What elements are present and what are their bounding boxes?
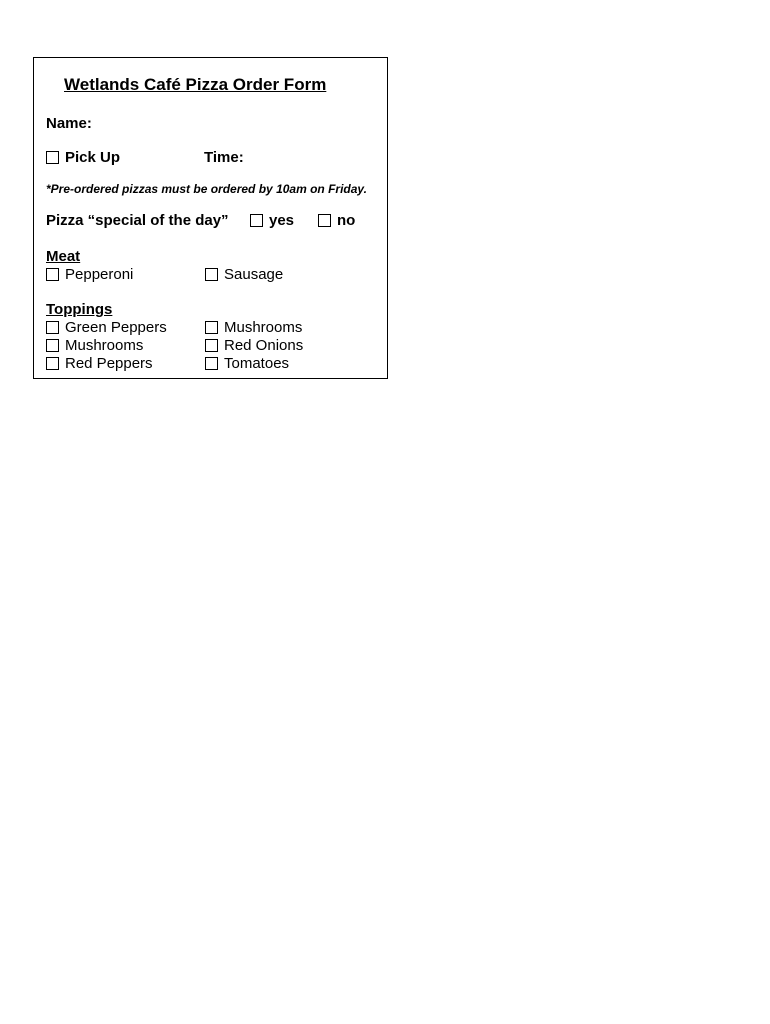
special-yes-option[interactable]	[250, 212, 294, 229]
special-label: Pizza “special of the day”	[46, 212, 229, 229]
option-label: Red Onions	[224, 337, 304, 354]
pizza-order-form	[33, 57, 388, 379]
special-yes-label: yes	[269, 212, 295, 229]
option-label: Mushrooms	[65, 337, 144, 354]
checkbox[interactable]	[205, 268, 218, 281]
option-label: Green Peppers	[65, 319, 167, 336]
topping-option-red-onions[interactable]	[205, 337, 303, 354]
meat-option-pepperoni[interactable]	[46, 266, 133, 283]
option-label: Mushrooms	[224, 319, 303, 336]
option-label: Red Peppers	[65, 355, 153, 372]
toppings-heading: Toppings	[46, 301, 113, 318]
special-no-checkbox[interactable]	[318, 214, 331, 227]
checkbox[interactable]	[46, 357, 59, 370]
option-label: Tomatoes	[224, 355, 290, 372]
special-no-option[interactable]	[318, 212, 355, 229]
option-label: Sausage	[224, 266, 284, 283]
name-label: Name:	[46, 115, 92, 132]
special-yes-checkbox[interactable]	[250, 214, 263, 227]
special-no-label: no	[337, 212, 356, 229]
checkbox[interactable]	[205, 321, 218, 334]
topping-option-green-peppers[interactable]	[46, 319, 167, 336]
pickup-label: Pick Up	[65, 149, 121, 166]
meat-heading: Meat	[46, 248, 81, 265]
pickup-option[interactable]	[46, 149, 120, 166]
preorder-note: *Pre-ordered pizzas must be ordered by 10am on Friday.	[46, 182, 367, 196]
checkbox[interactable]	[205, 339, 218, 352]
topping-option-mushrooms[interactable]	[46, 337, 143, 354]
checkbox[interactable]	[46, 268, 59, 281]
topping-option-mushrooms-2[interactable]	[205, 319, 302, 336]
checkbox[interactable]	[46, 321, 59, 334]
form-title: Wetlands Café Pizza Order Form	[64, 75, 327, 94]
time-label: Time:	[204, 149, 244, 166]
option-label: Pepperoni	[65, 266, 134, 283]
meat-option-sausage[interactable]	[205, 266, 283, 283]
topping-option-red-peppers[interactable]	[46, 355, 153, 372]
checkbox[interactable]	[205, 357, 218, 370]
pickup-checkbox[interactable]	[46, 151, 59, 164]
topping-option-tomatoes[interactable]	[205, 355, 289, 372]
checkbox[interactable]	[46, 339, 59, 352]
